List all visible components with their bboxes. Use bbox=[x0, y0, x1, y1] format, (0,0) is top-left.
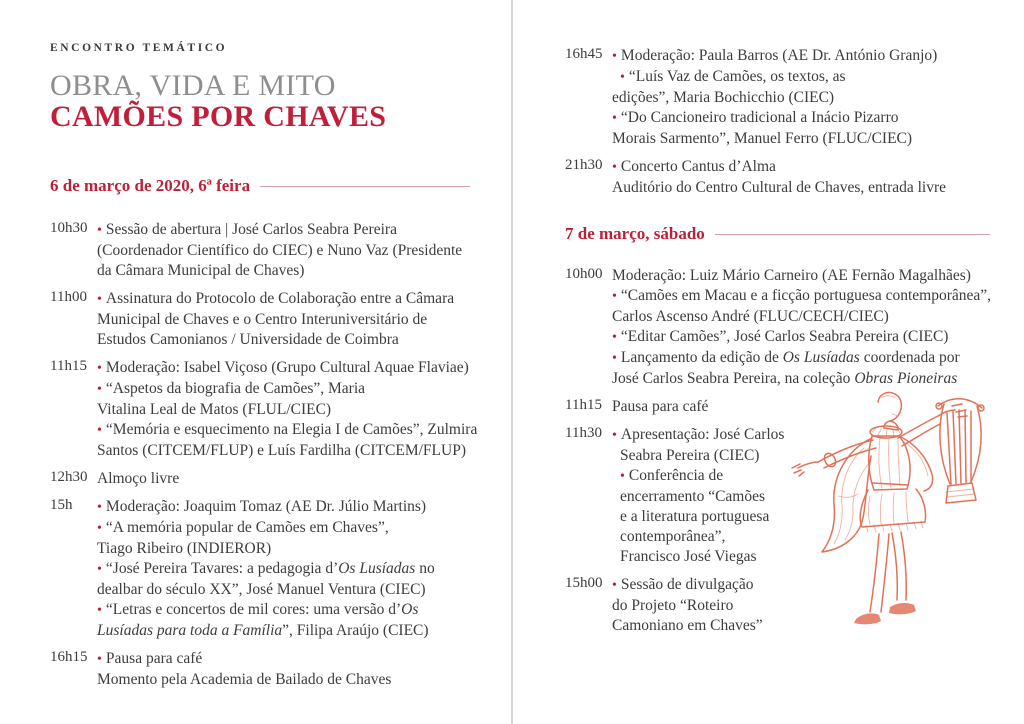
entry-body bbox=[612, 266, 991, 389]
bullet-icon: • bbox=[97, 361, 102, 376]
bullet-icon: • bbox=[612, 160, 617, 175]
entry-time: 16h15 bbox=[50, 649, 88, 665]
entry-text: “Letras e concertos de mil cores: uma versão d’ bbox=[105, 601, 402, 618]
bullet-icon: • bbox=[612, 289, 617, 304]
entry-line bbox=[97, 420, 477, 441]
day-heading-march-6 bbox=[50, 176, 470, 196]
column-divider bbox=[511, 0, 513, 724]
entry-time: 11h15 bbox=[565, 397, 602, 413]
bullet-icon: • bbox=[612, 351, 617, 366]
entry-line bbox=[97, 330, 470, 350]
entry-line bbox=[97, 241, 470, 261]
entry-text: Apresentação: José Carlos bbox=[620, 426, 785, 443]
entry-line bbox=[97, 621, 470, 641]
entry-body bbox=[612, 157, 990, 198]
heading-rule bbox=[715, 234, 990, 235]
bullet-icon: • bbox=[97, 500, 102, 515]
work-title: Obras Pioneiras bbox=[854, 370, 958, 387]
entry-line bbox=[97, 469, 470, 489]
entry-text: Tiago Ribeiro (INDIEROR) bbox=[97, 540, 272, 557]
entry-time: 15h00 bbox=[565, 575, 603, 591]
entry-line bbox=[97, 220, 470, 241]
bullet-icon: • bbox=[612, 111, 617, 126]
entry-text: Momento pela Academia de Bailado de Chaves bbox=[97, 671, 392, 688]
entry-line bbox=[97, 600, 470, 621]
entry-text: Francisco José Viegas bbox=[620, 548, 757, 565]
entry-line bbox=[612, 178, 990, 198]
entry-time: 11h15 bbox=[50, 358, 87, 374]
entry-text: “José Pereira Tavares: a pedagogia d’ bbox=[105, 560, 339, 577]
entry-text: Concerto Cantus d’Alma bbox=[620, 158, 776, 175]
entry-text: da Câmara Municipal de Chaves) bbox=[97, 262, 305, 279]
entry-text: coordenada por bbox=[859, 349, 960, 366]
entry-line bbox=[612, 67, 990, 88]
entry-body bbox=[612, 46, 990, 149]
event-title-line1: OBRA, VIDA E MITO bbox=[50, 69, 336, 102]
entry-text: Moderação: Luiz Mário Carneiro (AE Fernão Magalhães) bbox=[612, 267, 971, 284]
entry-text: Carlos Ascenso André (FLUC/CECH/CIEC) bbox=[612, 308, 889, 325]
event-eyebrow: ENCONTRO TEMÁTICO bbox=[50, 42, 228, 54]
entry-text: e a literatura portuguesa bbox=[620, 508, 770, 525]
entry-text: Municipal de Chaves e o Centro Interuniversitário de bbox=[97, 311, 428, 328]
entry-text: Camoniano em Chaves” bbox=[612, 617, 763, 634]
work-title: Os bbox=[401, 601, 419, 618]
entry-line bbox=[97, 649, 470, 670]
entry-text: Moderação: Isabel Viçoso (Grupo Cultural Aquae Flaviae) bbox=[105, 359, 469, 376]
entry-line bbox=[97, 497, 470, 518]
entry-text: “Luís Vaz de Camões, os textos, as bbox=[628, 68, 846, 85]
entry-line bbox=[612, 129, 990, 149]
schedule-entry bbox=[50, 649, 470, 690]
entry-line bbox=[612, 108, 990, 129]
schedule-entry bbox=[50, 358, 478, 461]
entry-line bbox=[97, 518, 470, 539]
entry-body bbox=[97, 469, 470, 489]
work-title: Os Lusíadas bbox=[338, 560, 416, 577]
bullet-icon: • bbox=[97, 603, 102, 618]
heading-rule bbox=[260, 186, 470, 187]
entry-line bbox=[97, 289, 470, 310]
entry-time: 21h30 bbox=[565, 157, 603, 173]
entry-text: do Projeto “Roteiro bbox=[612, 597, 734, 614]
schedule-entry bbox=[50, 469, 470, 489]
entry-text: (Coordenador Científico do CIEC) e Nuno Vaz (Presidente bbox=[97, 242, 463, 259]
schedule-entry bbox=[565, 157, 990, 198]
entry-text: “Editar Camões”, José Carlos Seabra Pereira (CIEC) bbox=[620, 328, 949, 345]
entry-text: Pausa para café bbox=[612, 398, 709, 415]
entry-body bbox=[97, 220, 470, 281]
entry-text: Lançamento da edição de bbox=[620, 349, 783, 366]
entry-text: Moderação: Joaquim Tomaz (AE Dr. Júlio Martins) bbox=[105, 498, 427, 515]
entry-text: “Do Cancioneiro tradicional a Inácio Pizarro bbox=[620, 109, 899, 126]
entry-text: Sessão de divulgação bbox=[620, 576, 754, 593]
entry-body bbox=[97, 497, 470, 641]
bullet-icon: • bbox=[612, 330, 617, 345]
entry-line bbox=[97, 559, 470, 580]
bullet-icon: • bbox=[97, 292, 102, 307]
entry-text: Sessão de abertura | José Carlos Seabra Pereira bbox=[105, 221, 397, 238]
entry-line bbox=[97, 310, 470, 330]
entry-line bbox=[97, 539, 470, 559]
entry-text: “A memória popular de Camões em Chaves”, bbox=[105, 519, 389, 536]
entry-time: 10h00 bbox=[565, 266, 603, 282]
entry-text: ”, Filipa Araújo (CIEC) bbox=[282, 622, 429, 639]
entry-text: “Camões em Macau e a ficção portuguesa contemporânea”, bbox=[620, 287, 992, 304]
entry-time: 15h bbox=[50, 497, 73, 513]
entry-line bbox=[97, 400, 477, 420]
schedule-entry bbox=[50, 497, 470, 641]
bullet-icon: • bbox=[97, 382, 102, 397]
entry-line bbox=[97, 441, 477, 461]
entry-line bbox=[97, 580, 470, 600]
bullet-icon: • bbox=[612, 49, 617, 64]
work-title: Os Lusíadas bbox=[782, 349, 860, 366]
event-title-line2: CAMÕES POR CHAVES bbox=[50, 100, 387, 133]
entry-line bbox=[612, 286, 991, 307]
entry-line bbox=[97, 379, 477, 400]
program-header bbox=[50, 42, 470, 132]
entry-text: Assinatura do Protocolo de Colaboração entre a Câmara bbox=[105, 290, 455, 307]
schedule-entry bbox=[565, 266, 990, 389]
day-heading-label: 7 de março, sábado bbox=[565, 224, 705, 243]
entry-text: contemporânea”, bbox=[620, 528, 726, 545]
entry-text: no bbox=[415, 560, 435, 577]
schedule-entry bbox=[50, 289, 470, 350]
entry-line bbox=[612, 266, 991, 286]
bullet-icon: • bbox=[612, 578, 617, 593]
schedule-right-top bbox=[565, 46, 990, 198]
camoes-engraving-illustration bbox=[786, 386, 1000, 648]
entry-time: 11h30 bbox=[565, 425, 602, 441]
entry-line bbox=[612, 46, 990, 67]
schedule-left bbox=[50, 220, 478, 690]
bullet-icon: • bbox=[97, 423, 102, 438]
entry-text: Estudos Camonianos / Universidade de Coimbra bbox=[97, 331, 399, 348]
entry-text: “Aspetos da biografia de Camões”, Maria bbox=[105, 380, 366, 397]
entry-line bbox=[612, 157, 990, 178]
entry-line bbox=[612, 307, 991, 327]
entry-time: 16h45 bbox=[565, 46, 603, 62]
entry-text: Seabra Pereira (CIEC) bbox=[620, 447, 760, 464]
entry-line bbox=[612, 348, 991, 369]
bullet-icon: • bbox=[612, 428, 617, 443]
entry-text: Morais Sarmento”, Manuel Ferro (FLUC/CIEC) bbox=[612, 130, 913, 147]
bullet-icon: • bbox=[620, 469, 625, 484]
entry-line bbox=[97, 261, 470, 281]
entry-text: Santos (CITCEM/FLUP) e Luís Fardilha (CITCEM/FLUP) bbox=[97, 442, 466, 459]
entry-text: Almoço livre bbox=[97, 470, 180, 487]
bullet-icon: • bbox=[97, 562, 102, 577]
entry-time: 12h30 bbox=[50, 469, 88, 485]
work-title: Lusíadas para toda a Família bbox=[97, 622, 283, 639]
entry-text: Vitalina Leal de Matos (FLUL/CIEC) bbox=[97, 401, 332, 418]
entry-text: Pausa para café bbox=[105, 650, 203, 667]
entry-text: dealbar do século XX”, José Manuel Ventura (CIEC) bbox=[97, 581, 426, 598]
bullet-icon: • bbox=[97, 521, 102, 536]
entry-text: José Carlos Seabra Pereira, na coleção bbox=[612, 370, 855, 387]
entry-text: encerramento “Camões bbox=[620, 488, 766, 505]
bullet-icon: • bbox=[97, 652, 102, 667]
entry-line bbox=[612, 88, 990, 108]
left-column bbox=[50, 42, 478, 698]
day-heading-march-7 bbox=[565, 224, 990, 244]
entry-body bbox=[97, 649, 470, 690]
entry-time: 10h30 bbox=[50, 220, 88, 236]
schedule-entry bbox=[565, 46, 990, 149]
entry-text: Conferência de bbox=[628, 467, 724, 484]
day-heading-label: 6 de março de 2020, 6ª feira bbox=[50, 176, 251, 195]
entry-text: Auditório do Centro Cultural de Chaves, entrada livre bbox=[612, 179, 947, 196]
entry-line bbox=[612, 327, 991, 348]
entry-time: 11h00 bbox=[50, 289, 87, 305]
entry-line bbox=[97, 358, 477, 379]
entry-line bbox=[97, 670, 470, 690]
entry-text: “Memória e esquecimento na Elegia I de Camões”, Zulmira bbox=[105, 421, 478, 438]
entry-body bbox=[97, 289, 470, 350]
bullet-icon: • bbox=[620, 70, 625, 85]
schedule-entry bbox=[50, 220, 470, 281]
entry-text: edições”, Maria Bochicchio (CIEC) bbox=[612, 89, 835, 106]
entry-text: Moderação: Paula Barros (AE Dr. António Granjo) bbox=[620, 47, 938, 64]
bullet-icon: • bbox=[97, 223, 102, 238]
entry-body bbox=[97, 358, 477, 461]
